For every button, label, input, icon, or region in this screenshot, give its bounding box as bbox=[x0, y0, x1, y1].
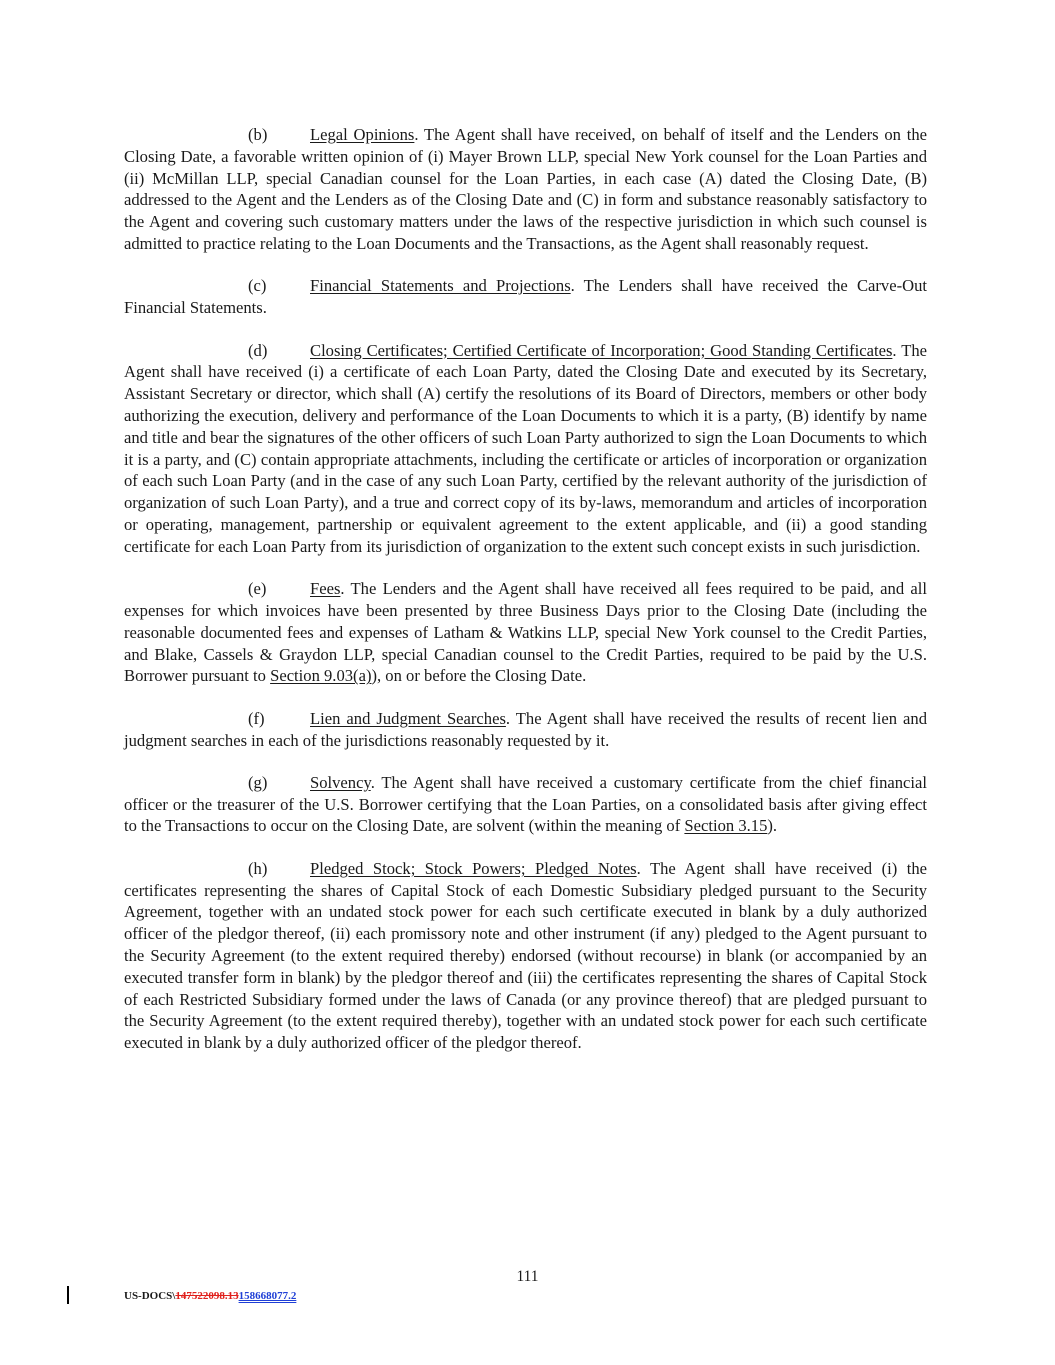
document-id-prefix: US-DOCS\ bbox=[124, 1290, 176, 1302]
paragraph-text: . The Agent shall have received (i) a certificate of each Loan Party, dated the Closing Date and executed by its Secretary, Assistant Secretary or director, which shall (A) certify the resolutions of its Board of Directors, members or other body authorizing the execution, delivery and performance of the Loan Documents to which it is a party, (B) identify by name and title and bear the signatures of the other officers of such Loan Party authorized to sign the Loan Documents to which it is a party, and (C) contain appropriate attachments, including the certificate or articles of incorporation or organization of each such Loan Party (and in the case of any such Loan Party, certified by the relevant authority of the jurisdiction of organization of such Loan Party), and a true and correct copy of its by-laws, memorandum and articles of incorporation or operating, management, partnership or equivalent agreement to the extent applicable, and (ii) a good standing certificate for each Loan Party from its jurisdiction of organization to the extent such concept exists in such jurisdiction. bbox=[124, 340, 928, 556]
paragraph-text: ). bbox=[767, 816, 778, 836]
paragraph-heading: Lien and Judgment Searches bbox=[310, 708, 506, 728]
paragraph-heading: Fees bbox=[310, 579, 341, 599]
document-body bbox=[124, 124, 927, 1075]
paragraph-e bbox=[124, 578, 927, 687]
section-reference-link[interactable]: Section 3.15 bbox=[684, 816, 768, 836]
paragraph-text: . The Agent shall have received (i) the certificates representing the shares of Capital Stock of each Domestic Subsidiary pledged pursuant to the Security Agreement, together with an undated stock power for each such certificate executed in blank by a duly authorized officer of the pledgor thereof, (ii) each promissory note and other instrument (if any) pledged to the Agent pursuant to the Security Agreement (to the extent required thereby) endorsed (without recourse) in blank (or accompanied by an executed transfer form in blank) by the pledgor thereof and (iii) the certificates representing the shares of Capital Stock of each Restricted Subsidiary formed under the laws of Canada (or any province thereof) that are pledged pursuant to the Security Agreement (to the extent required thereby), together with an undated stock power for each such certificate executed in blank by a duly authorized officer of the pledgor thereof. bbox=[124, 858, 927, 1053]
page-number: 111 bbox=[516, 1268, 539, 1285]
paragraph-f bbox=[124, 708, 927, 752]
paragraph-heading: Closing Certificates; Certified Certificate of Incorporation; Good Standing Certificates bbox=[310, 340, 893, 360]
document-id-footer bbox=[124, 1290, 296, 1302]
inserted-document-id: 158668077.2 bbox=[238, 1290, 297, 1302]
paragraph-text: . The Agent shall have received a customary certificate from the chief financial officer or the treasurer of the U.S. Borrower certifying that the Loan Parties, on a consolidated basis after giving effect to the Transactions to occur on the Closing Date, are solvent (within the meaning of bbox=[124, 772, 927, 836]
paragraph-label: (g) bbox=[248, 772, 268, 792]
paragraph-text: . The Agent shall have received, on behalf of itself and the Lenders on the Closing Date, a favorable written opinion of (i) Mayer Brown LLP, special New York counsel for the Loan Parties and (ii) McMillan LLP, special Canadian counsel for the Loan Parties, in each case (A) dated the Closing Date, (B) addressed to the Agent and the Lenders as of the Closing Date and (C) in form and substance reasonably satisfactory to the Agent and covering such customary matters under the laws of the respective jurisdiction in which such counsel is admitted to practice relating to the Loan Documents and the Transactions, as the Agent shall reasonably request. bbox=[124, 125, 927, 253]
paragraph-heading: Financial Statements and Projections bbox=[310, 276, 571, 296]
paragraph-heading: Solvency bbox=[310, 772, 371, 792]
paragraph-label: (d) bbox=[248, 340, 268, 360]
paragraph-label: (b) bbox=[248, 125, 268, 144]
deleted-document-id: 147522098.13 bbox=[175, 1290, 239, 1302]
paragraph-g bbox=[124, 772, 927, 837]
paragraph-label: (e) bbox=[248, 579, 267, 599]
paragraph-text: . The Lenders and the Agent shall have received all fees required to be paid, and all expenses for which invoices have been presented by three Business Days prior to the Closing Date (including the reasonable documented fees and expenses of Latham & Watkins LLP, special New York counsel to the Credit Parties, and Blake, Cassels & Graydon LLP, special Canadian counsel to the Credit Parties, required to be paid by the U.S. Borrower pursuant to bbox=[124, 579, 927, 686]
paragraph-text: . The Agent shall have received the results of recent lien and judgment searches in each of the jurisdictions reasonably requested by it. bbox=[124, 708, 928, 750]
paragraph-label: (f) bbox=[248, 708, 265, 728]
section-reference-link[interactable]: Section 9.03(a) bbox=[270, 666, 372, 686]
paragraph-b bbox=[124, 124, 927, 255]
paragraph-d bbox=[124, 340, 927, 558]
paragraph-c bbox=[124, 275, 927, 319]
paragraph-text: ), on or before the Closing Date. bbox=[371, 666, 587, 686]
paragraph-label: (c) bbox=[248, 276, 267, 296]
paragraph-heading: Legal Opinions bbox=[310, 125, 415, 144]
paragraph-h bbox=[124, 858, 927, 1054]
paragraph-text: . The Lenders shall have received the Carve-Out Financial Statements. bbox=[124, 276, 927, 318]
revision-change-bar bbox=[67, 1286, 69, 1304]
paragraph-heading: Pledged Stock; Stock Powers; Pledged Notes bbox=[310, 858, 637, 878]
paragraph-label: (h) bbox=[248, 858, 268, 878]
